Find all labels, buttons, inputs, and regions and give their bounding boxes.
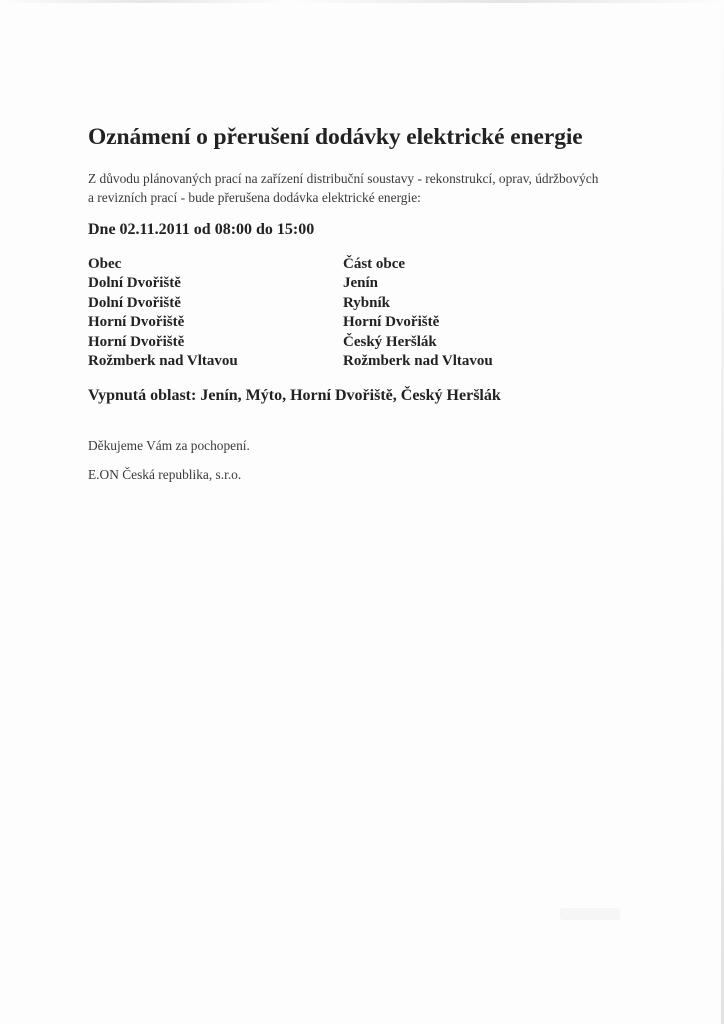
company-signature: E.ON Česká republika, s.r.o. [88, 467, 242, 483]
table-row-1-obec: Dolní Dvořiště [88, 275, 181, 292]
table-header-cast-obce: Část obce [343, 256, 406, 272]
table-row-3-cast: Horní Dvořiště [343, 314, 440, 331]
document-page [88, 124, 688, 483]
table-row-2-obec: Dolní Dvořiště [88, 294, 181, 311]
intro-line-2: a revizních prací - bude přerušena dodávka elektrické energie: [88, 190, 421, 205]
intro-line-1: Z důvodu plánovaných prací na zařízení distribuční soustavy - rekonstrukcí, oprav, údržbových [88, 171, 599, 186]
table-header-obec: Obec [88, 256, 122, 272]
table-row-5-obec: Rožmberk nad Vltavou [88, 353, 238, 370]
table-row-3-obec: Horní Dvořiště [88, 314, 185, 331]
intro-paragraph [88, 169, 648, 207]
table-row-4-obec: Horní Dvořiště [88, 333, 185, 350]
scan-artifact [560, 908, 620, 920]
scan-top-edge [0, 0, 724, 3]
table-row-1-cast: Jenín [343, 275, 379, 292]
table-row-5-cast: Rožmberk nad Vltavou [343, 353, 493, 370]
outage-date-line: Dne 02.11.2011 od 08:00 do 15:00 [88, 221, 315, 238]
table-row-2-cast: Rybník [343, 294, 390, 311]
outage-area-line: Vypnutá oblast: Jenín, Mýto, Horní Dvořiště, Český Heršlák [88, 387, 501, 405]
affected-locations-table [88, 255, 688, 371]
table-row-4-cast: Český Heršlák [343, 333, 437, 350]
thanks-line: Děkujeme Vám za pochopení. [88, 438, 250, 454]
document-title: Oznámení o přerušení dodávky elektrické energie [88, 124, 583, 150]
